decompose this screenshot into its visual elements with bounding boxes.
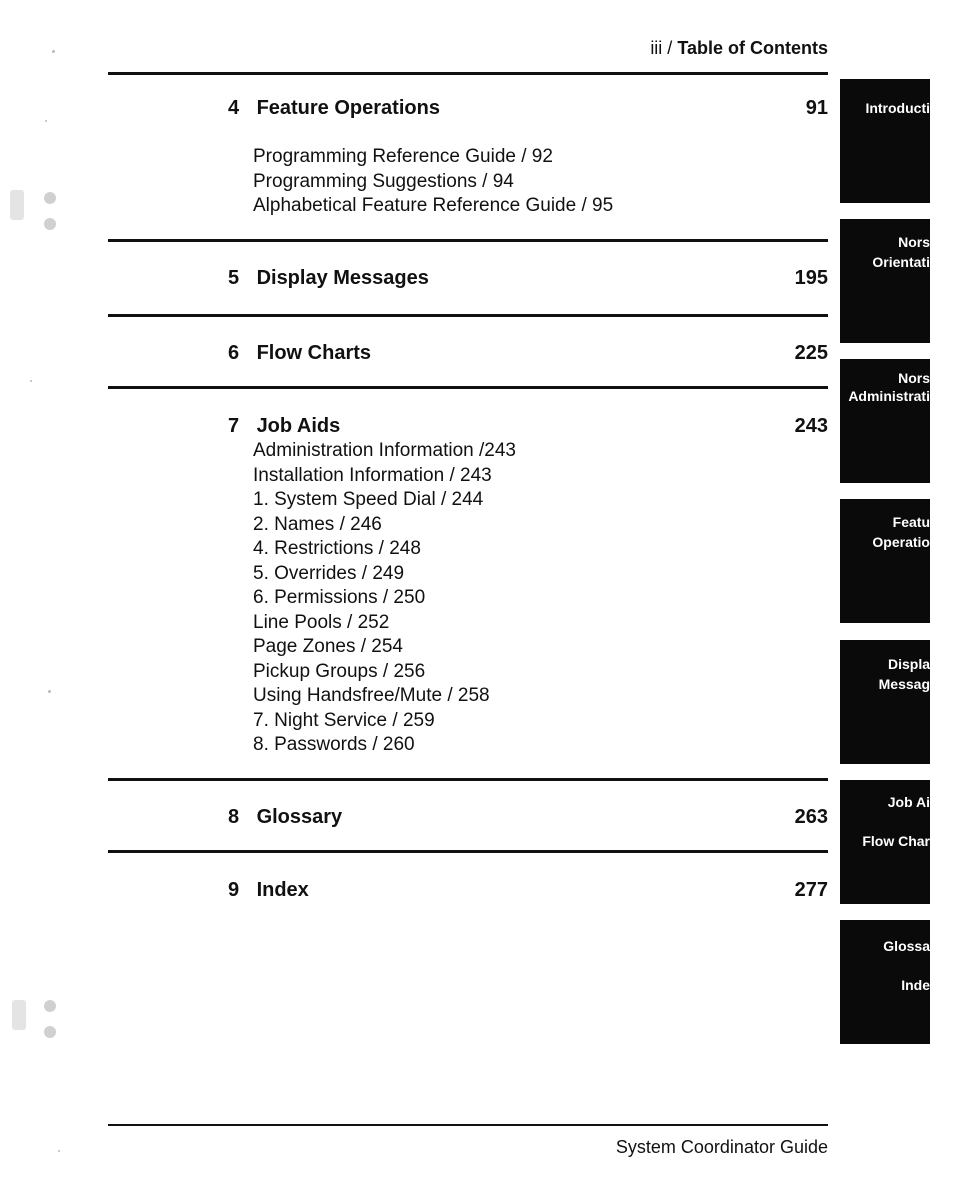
toc-chapter-8[interactable] — [228, 806, 828, 829]
chapter-page: 263 — [794, 806, 828, 828]
side-tab-introduction[interactable] — [840, 79, 930, 203]
side-tab-label: Messag — [878, 676, 930, 692]
side-tab-label: Glossa — [883, 938, 930, 954]
side-tab-label: Displa — [887, 656, 930, 672]
toc-subentry[interactable]: Pickup Groups / 256 — [253, 660, 426, 682]
side-tab-glossary-index[interactable] — [840, 920, 930, 1044]
footer-divider — [108, 1124, 828, 1126]
toc-chapter-9[interactable] — [228, 879, 828, 902]
chapter-title: Feature Operations — [256, 97, 440, 119]
toc-subentry[interactable]: Programming Reference Guide / 92 — [253, 146, 553, 167]
toc-subentry[interactable]: Using Handsfree/Mute / 258 — [253, 685, 490, 706]
side-tab-label: Nors — [898, 234, 930, 250]
chapter-page: 277 — [794, 879, 828, 901]
header-page-number: iii / — [650, 38, 673, 58]
chapter-title: Flow Charts — [256, 342, 372, 364]
toc-subentry[interactable]: Administration Information /243 — [253, 440, 516, 461]
toc-subentry[interactable]: 8. Passwords / 260 — [253, 734, 415, 755]
side-tab-job-aids-flow-charts[interactable] — [840, 780, 930, 904]
side-tab-display-messages[interactable] — [840, 640, 930, 764]
side-tab-label: Introducti — [865, 100, 930, 116]
chapter-title: Index — [256, 879, 309, 901]
side-tab-orientation[interactable] — [840, 219, 930, 343]
chapter-title: Job Aids — [256, 415, 341, 437]
chapter-page: 195 — [794, 267, 828, 289]
header-title: Table of Contents — [677, 38, 828, 58]
side-tab-label: Nors — [898, 370, 930, 386]
chapter-number: 6 — [228, 342, 240, 364]
chapter-number: 9 — [228, 879, 240, 901]
chapter-title: Glossary — [256, 806, 343, 828]
toc-chapter-4[interactable] — [228, 97, 828, 120]
toc-chapter-6[interactable] — [228, 342, 828, 365]
chapter-title: Display Messages — [256, 267, 429, 289]
chapter-page: 243 — [794, 415, 828, 437]
chapter-number: 8 — [228, 806, 240, 828]
side-tab-feature-operations[interactable] — [840, 499, 930, 623]
section-divider — [108, 850, 828, 853]
chapter-number: 5 — [228, 267, 240, 289]
side-tab-label: Featu — [892, 514, 930, 530]
chapter-number: 7 — [228, 415, 240, 437]
chapter-page: 91 — [805, 97, 828, 119]
side-tab-label: Inde — [901, 977, 930, 993]
toc-subentry[interactable]: 4. Restrictions / 248 — [253, 538, 421, 559]
running-header — [650, 38, 828, 59]
section-divider — [108, 239, 828, 242]
toc-chapter-7[interactable] — [228, 415, 828, 438]
toc-subentry[interactable]: 1. System Speed Dial / 244 — [253, 489, 484, 510]
toc-subentry[interactable]: Line Pools / 252 — [253, 611, 390, 633]
section-divider — [108, 778, 828, 781]
toc-subentry[interactable]: 2. Names / 246 — [253, 513, 382, 535]
chapter-number: 4 — [228, 97, 240, 119]
chapter-7-subentries — [253, 439, 516, 758]
toc-subentry[interactable]: 6. Permissions / 250 — [253, 587, 426, 608]
toc-subentry[interactable]: Installation Information / 243 — [253, 464, 492, 486]
chapter-4-subentries — [253, 145, 613, 219]
toc-subentry[interactable]: Alphabetical Feature Reference Guide / 95 — [253, 195, 614, 216]
toc-chapter-5[interactable] — [228, 267, 828, 290]
chapter-page: 225 — [794, 342, 828, 364]
section-divider — [108, 72, 828, 75]
toc-subentry[interactable]: Page Zones / 254 — [253, 636, 403, 657]
section-divider — [108, 314, 828, 317]
side-tab-label: Flow Char — [862, 833, 930, 849]
side-tab-label: Job Ai — [887, 794, 930, 810]
toc-subentry[interactable]: Programming Suggestions / 94 — [253, 170, 514, 192]
side-tab-label: Operatio — [872, 534, 930, 550]
side-tab-label: Administrati — [848, 388, 930, 404]
footer-title: System Coordinator Guide — [615, 1137, 828, 1157]
toc-subentry[interactable]: 7. Night Service / 259 — [253, 709, 435, 731]
side-tab-label: Orientati — [872, 254, 930, 270]
section-divider — [108, 386, 828, 389]
side-tab-administration[interactable] — [840, 359, 930, 483]
toc-subentry[interactable]: 5. Overrides / 249 — [253, 562, 405, 584]
